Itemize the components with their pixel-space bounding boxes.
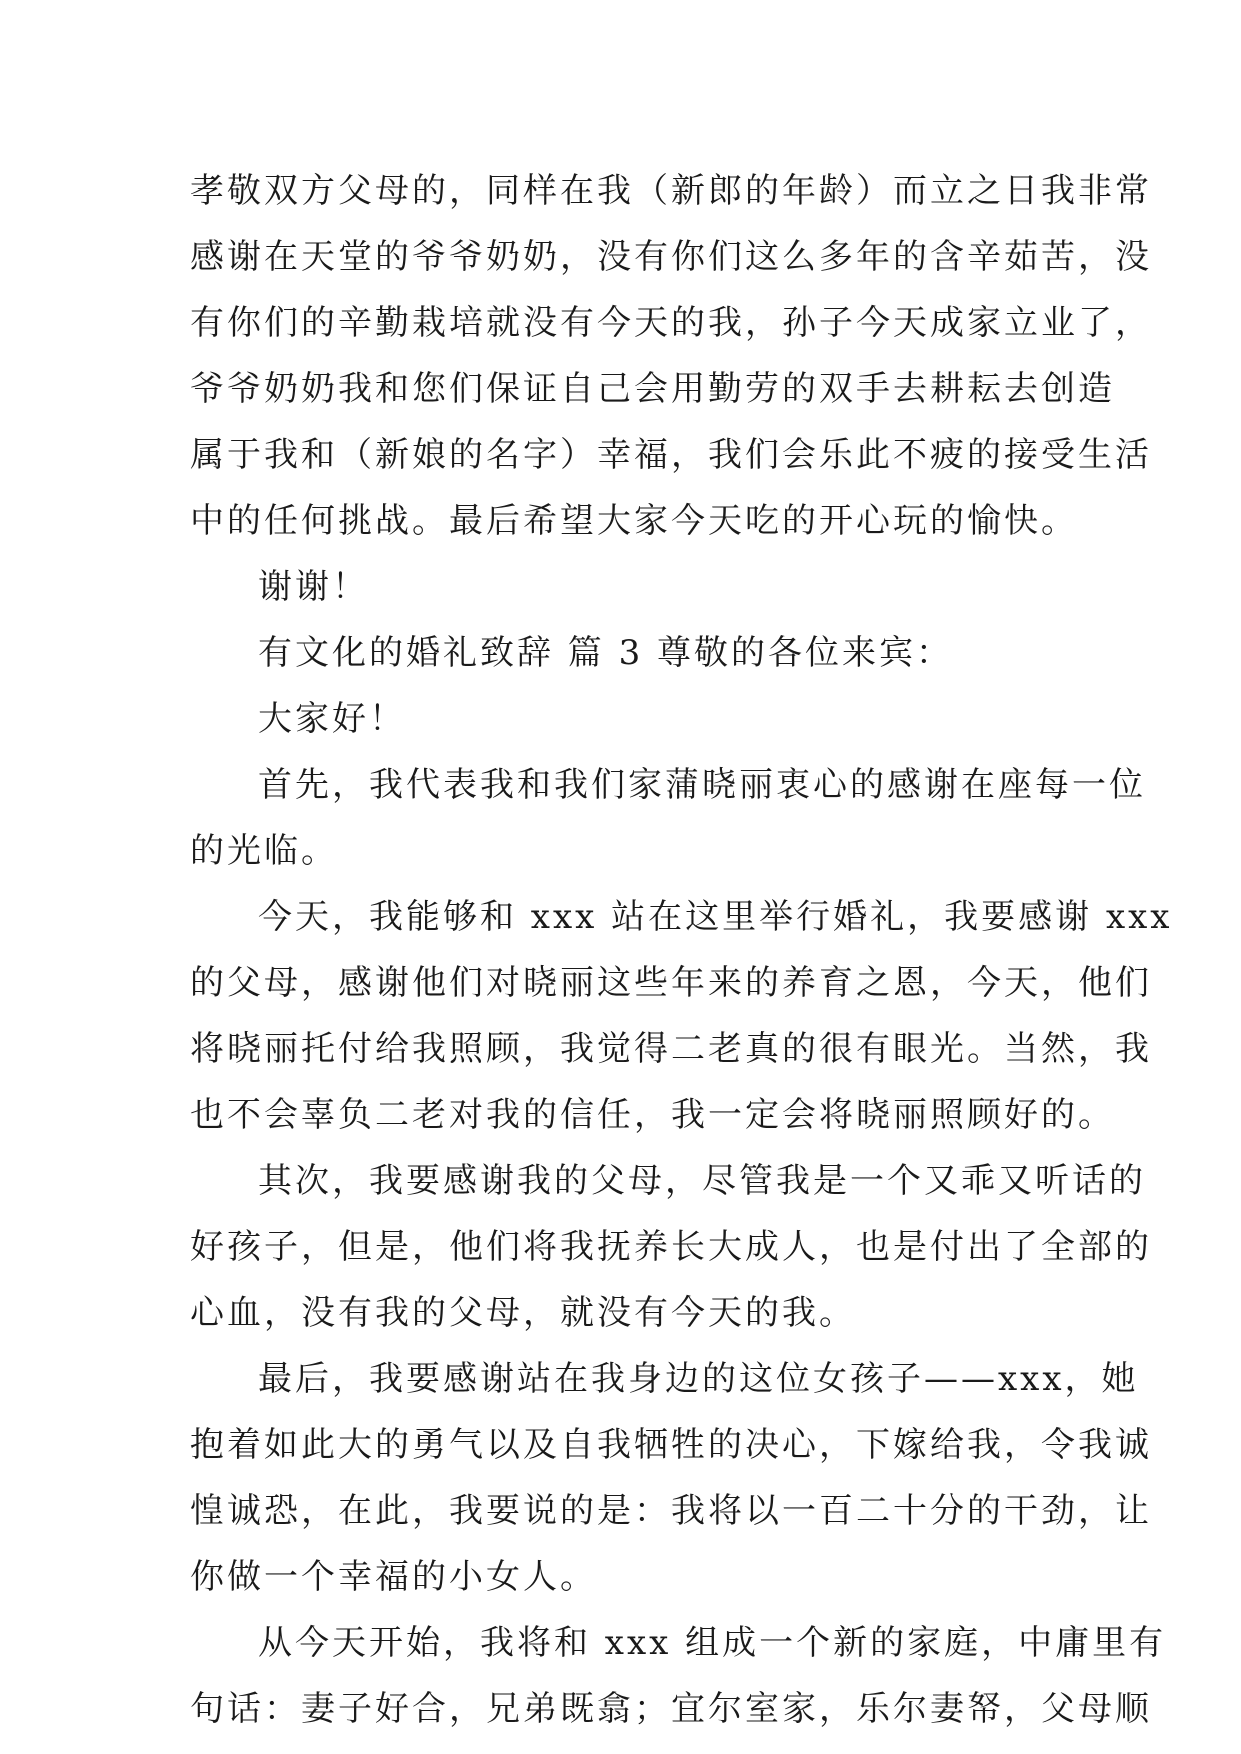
text-line: 爷爷奶奶我和您们保证自己会用勤劳的双手去耕耘去创造: [190, 369, 1115, 409]
text-line: 孝敬双方父母的，同样在我（新郎的年龄）而立之日我非常: [190, 171, 1152, 211]
text-line: 也不会辜负二老对我的信任，我一定会将晓丽照顾好的。: [190, 1095, 1115, 1135]
text-line: 从今天开始，我将和 xxx 组成一个新的家庭，中庸里有: [258, 1623, 1167, 1663]
text-line: 有你们的辛勤栽培就没有今天的我，孙子今天成家立业了，: [190, 303, 1152, 343]
text-line: 最后，我要感谢站在我身边的这位女孩子——xxx，她: [258, 1359, 1139, 1399]
text-line: 中的任何挑战。最后希望大家今天吃的开心玩的愉快。: [190, 501, 1078, 541]
text-line: 谢谢！: [258, 567, 369, 607]
text-line: 属于我和（新娘的名字）幸福，我们会乐此不疲的接受生活: [190, 435, 1152, 475]
text-line: 感谢在天堂的爷爷奶奶，没有你们这么多年的含辛茹苦，没: [190, 237, 1152, 277]
text-line: 你做一个幸福的小女人。: [190, 1557, 597, 1597]
text-line: 好孩子，但是，他们将我抚养长大成人，也是付出了全部的: [190, 1227, 1152, 1267]
document-body: [190, 158, 1173, 1742]
text-line: 抱着如此大的勇气以及自我牺牲的决心，下嫁给我，令我诚: [190, 1425, 1152, 1465]
text-line: 句话：妻子好合，兄弟既翕；宜尔室家，乐尔妻帑，父母顺: [190, 1689, 1152, 1729]
text-line: 大家好！: [258, 699, 406, 739]
text-line: 今天，我能够和 xxx 站在这里举行婚礼，我要感谢 xxx: [258, 897, 1173, 937]
text-line: 的父母，感谢他们对晓丽这些年来的养育之恩，今天，他们: [190, 963, 1152, 1003]
text-line: 心血，没有我的父母，就没有今天的我。: [190, 1293, 856, 1333]
text-line: 首先，我代表我和我们家蒲晓丽衷心的感谢在座每一位: [258, 765, 1146, 805]
text-line: 将晓丽托付给我照顾，我觉得二老真的很有眼光。当然，我: [190, 1029, 1152, 1069]
text-line: 的光临。: [190, 831, 338, 871]
text-line: 惶诚恐，在此，我要说的是：我将以一百二十分的干劲，让: [190, 1491, 1152, 1531]
text-line: 其次，我要感谢我的父母，尽管我是一个又乖又听话的: [258, 1161, 1146, 1201]
text-line: 有文化的婚礼致辞 篇 3 尊敬的各位来宾：: [258, 633, 954, 673]
